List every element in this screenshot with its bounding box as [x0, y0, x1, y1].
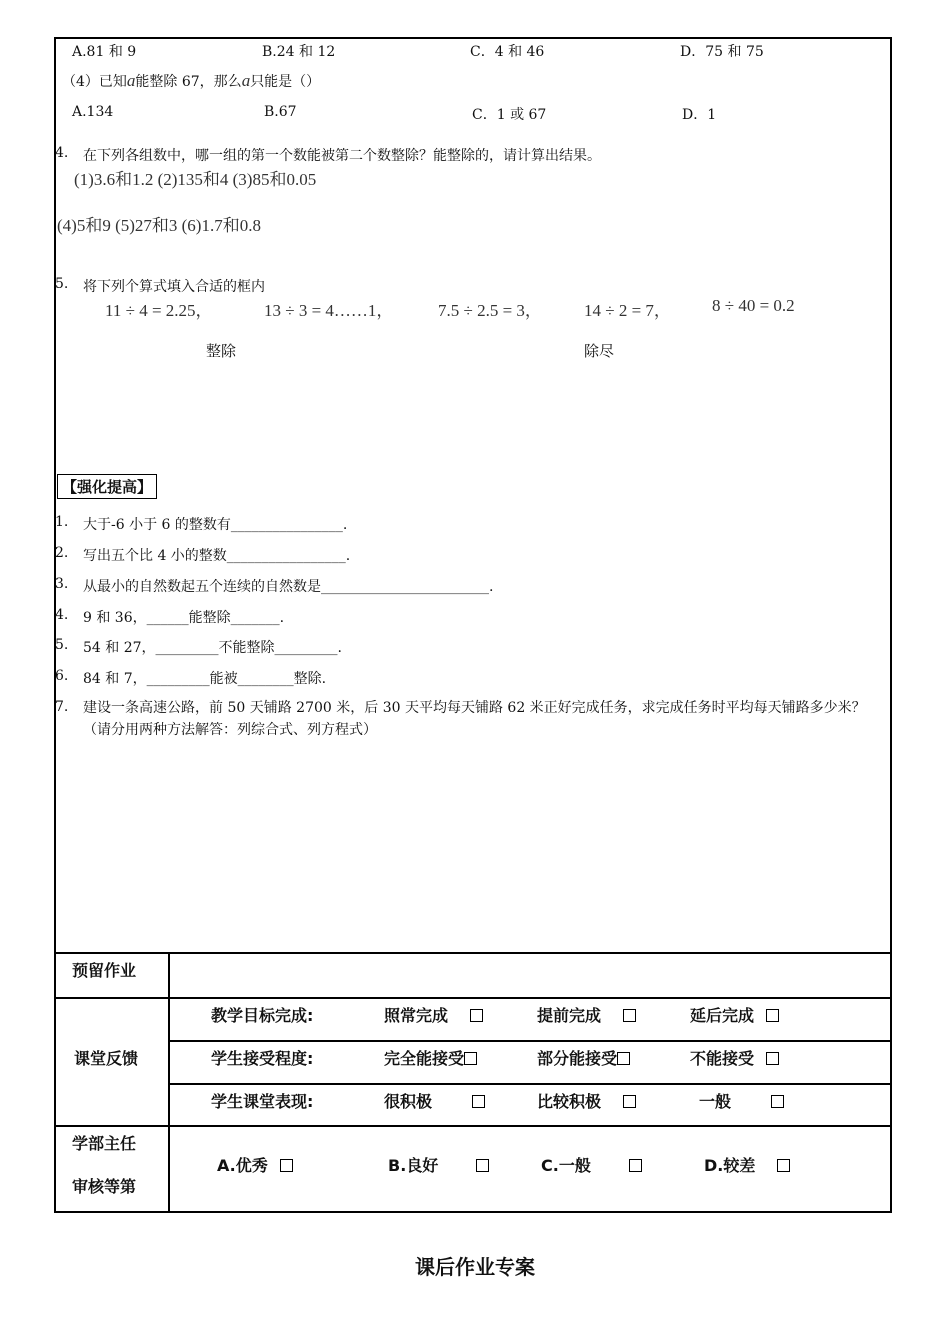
expression: 7.5 ÷ 2.5 = 3，	[438, 301, 542, 320]
checkbox[interactable]	[623, 1009, 636, 1022]
problem4-line2: (4)5和9 (5)27和3 (6)1.7和0.8	[57, 216, 261, 235]
feedback-row-label: 学生课堂表现:	[211, 1092, 314, 1111]
feedback-option[interactable]: 延后完成	[690, 1003, 779, 1026]
q3-option-b: B.24 和 12	[262, 44, 336, 60]
footer-title: 课后作业专案	[415, 1255, 535, 1279]
exercise-number: 1.	[55, 514, 69, 530]
exercise-text: 建设一条高速公路，前 50 天铺路 2700 米，后 30 天平均每天铺路 62 米正好完成任务，求完成任务时平均每天铺路多少米？（请分用两种方法解答：列综合式、列方程式）	[83, 700, 866, 738]
feedback-option[interactable]: 完全能接受	[384, 1046, 477, 1069]
box-label-divisible: 整除	[206, 342, 237, 360]
checkbox[interactable]	[472, 1095, 485, 1108]
grade-option[interactable]: B.良好	[388, 1153, 489, 1176]
problem4-number: 4.	[55, 145, 69, 161]
grade-option[interactable]: C.一般	[541, 1153, 642, 1176]
table-rule	[54, 1125, 892, 1127]
exercise-number: 6.	[55, 668, 69, 684]
feedback-option[interactable]: 一般	[699, 1089, 784, 1112]
table-rule	[169, 1083, 892, 1085]
feedback-row-label: 学生接受程度:	[211, 1049, 314, 1068]
feedback-label: 课堂反馈	[74, 1049, 139, 1068]
checkbox[interactable]	[766, 1009, 779, 1022]
homework-label: 预留作业	[72, 961, 137, 980]
exercise-number: 5.	[55, 637, 69, 653]
q3-option-c: C．4 和 46	[470, 44, 545, 60]
q3-option-a: A.81 和 9	[72, 44, 137, 60]
section-title: 【强化提高】	[57, 474, 157, 499]
problem5-text: 将下列个算式填入合适的框内	[83, 279, 265, 295]
exercise-text: 9 和 36，______能整除_______.	[83, 610, 285, 626]
checkbox[interactable]	[617, 1052, 630, 1065]
checkbox[interactable]	[470, 1009, 483, 1022]
exercise-text: 54 和 27，_________不能整除_________.	[83, 640, 342, 656]
checkbox[interactable]	[476, 1159, 489, 1172]
checkbox[interactable]	[777, 1159, 790, 1172]
expression: 8 ÷ 40 = 0.2	[712, 296, 795, 315]
feedback-option[interactable]: 不能接受	[690, 1046, 779, 1069]
q4-option-c: C．1 或 67	[472, 107, 547, 123]
table-top-rule	[54, 952, 892, 954]
feedback-option[interactable]: 照常完成	[384, 1003, 483, 1026]
expression: 11 ÷ 4 = 2.25，	[105, 301, 213, 320]
q4-option-d: D．1	[682, 107, 717, 123]
review-label-line1: 学部主任	[72, 1134, 137, 1153]
q4-option-b: B.67	[264, 104, 297, 120]
table-rule	[169, 1040, 892, 1042]
feedback-row-label: 教学目标完成:	[211, 1006, 314, 1025]
exercise-text: 84 和 7，_________能被________整除.	[83, 671, 327, 687]
expression: 13 ÷ 3 = 4……1，	[264, 301, 394, 320]
q3-option-d: D．75 和 75	[680, 44, 764, 60]
checkbox[interactable]	[771, 1095, 784, 1108]
exercise-number: 4.	[55, 607, 69, 623]
problem4-text: 在下列各组数中，哪一组的第一个数能被第二个数整除？能整除的，请计算出结果。	[83, 148, 601, 164]
grade-option[interactable]: D.较差	[704, 1153, 790, 1176]
review-label-line2: 审核等第	[72, 1177, 137, 1196]
problem5-number: 5.	[55, 276, 69, 292]
table-column-divider	[168, 952, 170, 1213]
feedback-option[interactable]: 很积极	[384, 1089, 485, 1112]
feedback-option[interactable]: 提前完成	[537, 1003, 636, 1026]
box-label-exact-division: 除尽	[584, 342, 615, 360]
exercise-number: 2.	[55, 545, 69, 561]
expression: 14 ÷ 2 = 7，	[584, 301, 671, 320]
checkbox[interactable]	[464, 1052, 477, 1065]
checkbox[interactable]	[280, 1159, 293, 1172]
exercise-number: 7.	[55, 699, 69, 715]
exercise-text: 从最小的自然数起五个连续的自然数是________________________.	[83, 579, 494, 595]
feedback-option[interactable]: 部分能接受	[537, 1046, 630, 1069]
checkbox[interactable]	[629, 1159, 642, 1172]
checkbox[interactable]	[766, 1052, 779, 1065]
q4-option-a: A.134	[72, 104, 114, 120]
q4-stem: （4）已知a能整除 67，那么a只能是（）	[62, 71, 321, 90]
exercise-number: 3.	[55, 576, 69, 592]
feedback-option[interactable]: 比较积极	[537, 1089, 636, 1112]
checkbox[interactable]	[623, 1095, 636, 1108]
exercise-text: 写出五个比 4 小的整数_________________.	[83, 548, 351, 564]
grade-option[interactable]: A.优秀	[217, 1153, 293, 1176]
problem4-line1: (1)3.6和1.2 (2)135和4 (3)85和0.05	[74, 170, 317, 189]
exercise-text: 大于-6 小于 6 的整数有________________.	[83, 517, 348, 533]
table-rule	[54, 997, 892, 999]
